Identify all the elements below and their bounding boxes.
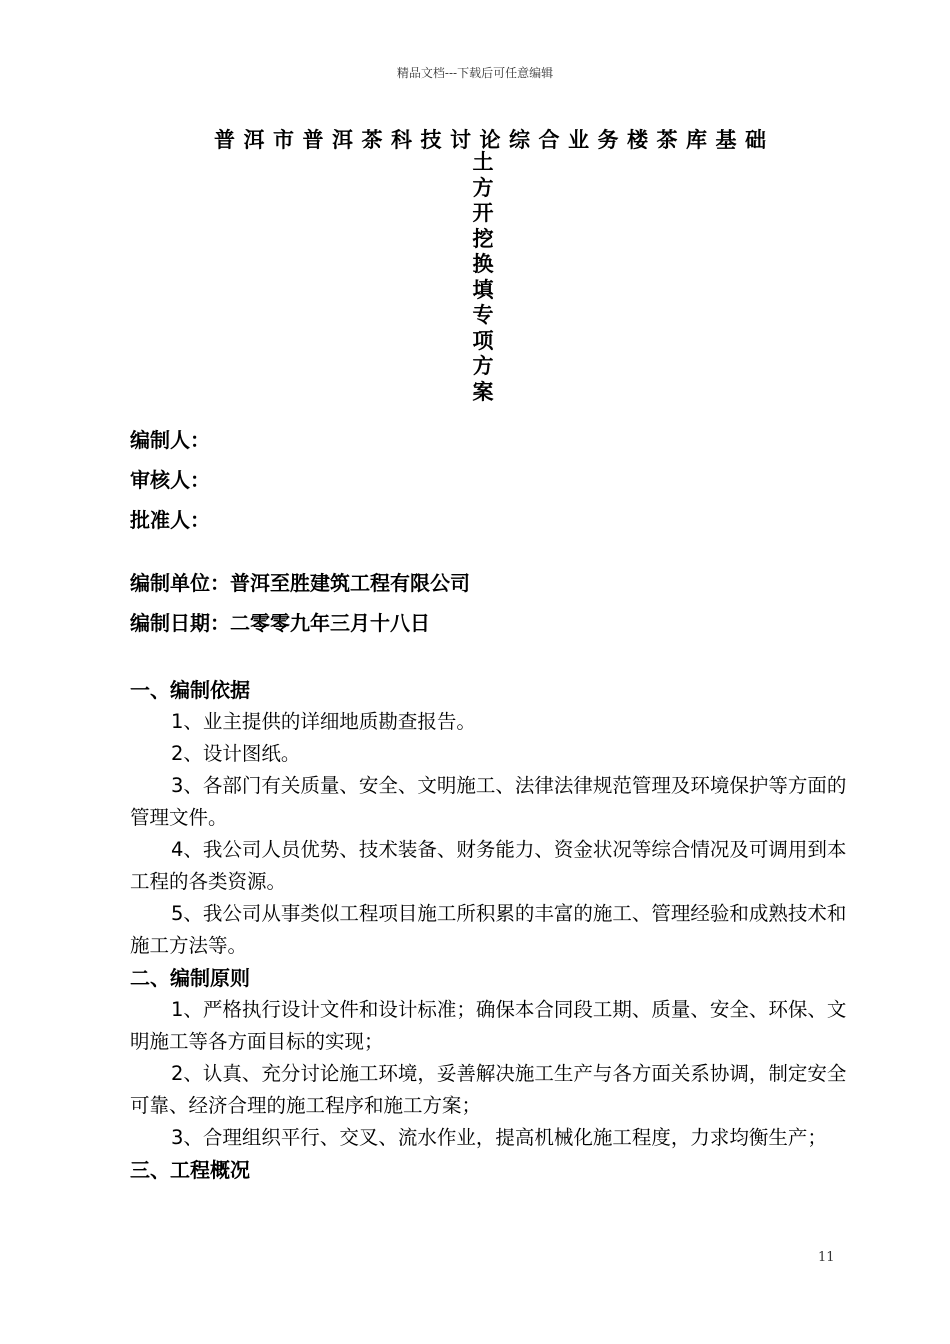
document-title-vertical — [470, 150, 496, 405]
title-char: 专 — [472, 303, 494, 327]
principle-item: 1、严格执行设计文件和设计标准；确保本合同段工期、质量、安全、环保、文明施工等各方面目标的实现； — [130, 998, 847, 1053]
basis-item: 5、我公司从事类似工程项目施工所积累的丰富的施工、管理经验和成熟技术和施工方法等。 — [130, 902, 847, 957]
header-note: 精品文档---下载后可任意编辑 — [396, 66, 554, 80]
principle-item: 2、认真、充分讨论施工环境，妥善解决施工生产与各方面关系协调，制定安全可靠、经济合理的施工程序和施工方案； — [130, 1062, 847, 1117]
compiling-unit: 编制单位：普洱至胜建筑工程有限公司 — [130, 571, 470, 595]
basis-item: 4、我公司人员优势、技术装备、财务能力、资金状况等综合情况及可调用到本工程的各类资源。 — [130, 838, 847, 893]
page-number: 11 — [818, 1250, 835, 1265]
section-heading-basis: 一、编制依据 — [130, 678, 250, 702]
compiler-label: 编制人： — [130, 428, 210, 452]
reviewer-label: 审核人： — [130, 468, 210, 492]
title-char: 换 — [472, 252, 494, 276]
basis-item: 2、设计图纸。 — [170, 742, 301, 765]
approver-label: 批准人： — [130, 508, 210, 532]
section-heading-principles: 二、编制原则 — [130, 966, 250, 990]
title-char: 开 — [472, 201, 494, 225]
document-title-line: 普洱市普洱茶科技讨论综合业务楼茶库基础 — [214, 128, 775, 152]
principle-item: 3、合理组织平行、交叉、流水作业，提高机械化施工程度，力求均衡生产； — [170, 1126, 827, 1149]
title-char: 方 — [472, 354, 494, 378]
title-char: 案 — [472, 379, 494, 404]
title-char: 填 — [472, 277, 494, 302]
basis-item: 3、各部门有关质量、安全、文明施工、法律法律规范管理及环境保护等方面的管理文件。 — [130, 774, 847, 829]
section-heading-overview: 三、工程概况 — [130, 1158, 250, 1182]
title-char: 挖 — [472, 226, 494, 251]
document-body — [130, 674, 850, 1186]
title-char: 土 — [472, 150, 494, 174]
basis-item: 1、业主提供的详细地质勘查报告。 — [170, 710, 476, 733]
title-char: 方 — [472, 175, 494, 200]
title-char: 项 — [472, 328, 494, 353]
compiling-date: 编制日期：二零零九年三月十八日 — [130, 611, 430, 635]
